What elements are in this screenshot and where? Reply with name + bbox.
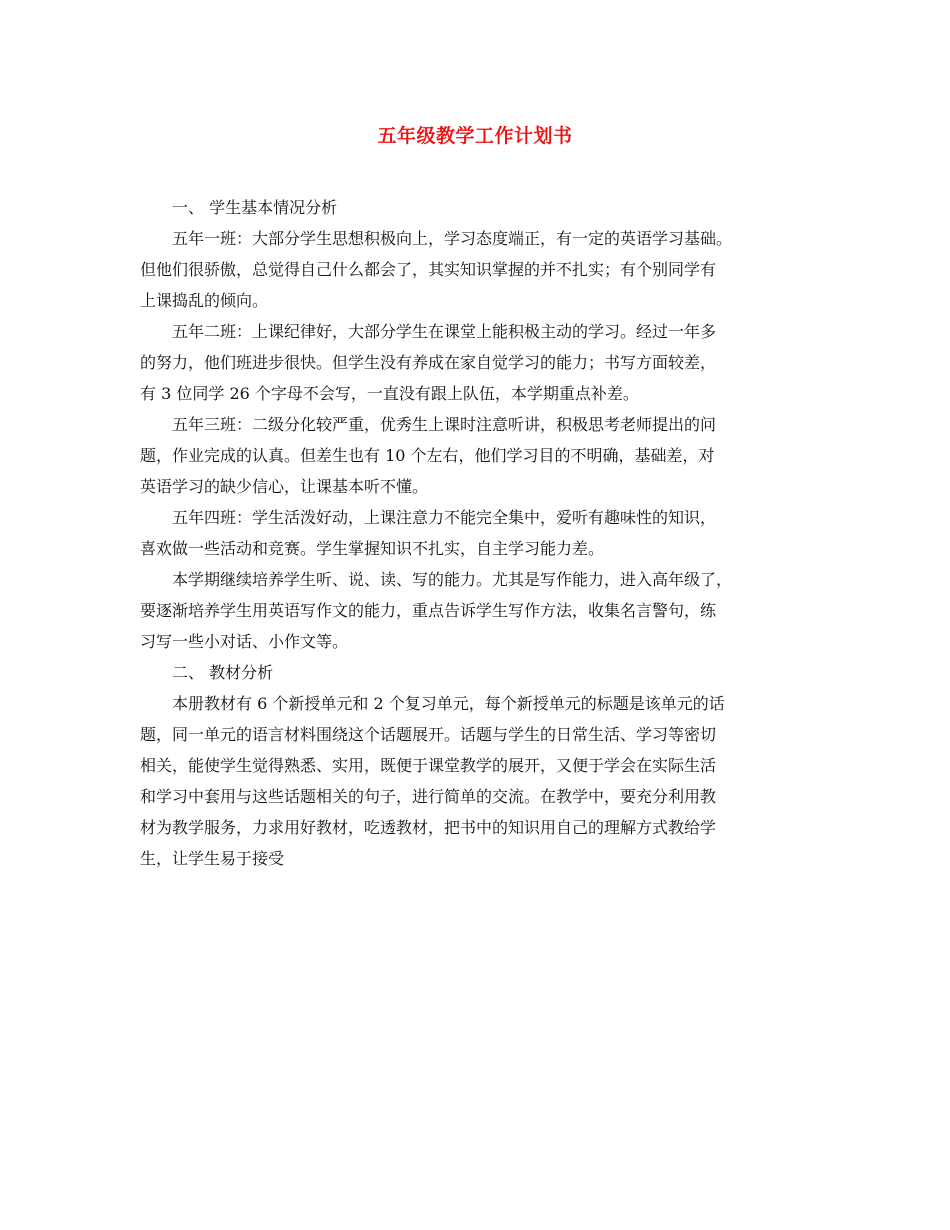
text-line: 喜欢做一些活动和竞赛。学生掌握知识不扎实，自主学习能力差。	[140, 539, 605, 558]
text-line: 二、 教材分析	[172, 663, 274, 682]
text-line: 但他们很骄傲，总觉得自己什么都会了，其实知识掌握的并不扎实；有个别同学有	[140, 260, 717, 279]
text-line: 相关，能使学生觉得熟悉、实用，既便于课堂教学的展开，又便于学会在实际生活	[140, 756, 717, 775]
text-line: 五年一班：大部分学生思想积极向上，学习态度端正，有一定的英语学习基础。	[172, 229, 733, 248]
text-line: 本册教材有 6 个新授单元和 2 个复习单元，每个新授单元的标题是该单元的话	[172, 694, 725, 713]
text-line: 材为教学服务，力求用好教材，吃透教材，把书中的知识用自己的理解方式教给学	[140, 818, 717, 837]
text-line: 英语学习的缺少信心，让课基本听不懂。	[140, 477, 429, 496]
text-line: 有 3 位同学 26 个字母不会写，一直没有跟上队伍，本学期重点补差。	[140, 384, 639, 403]
text-line: 生，让学生易于接受	[140, 849, 285, 868]
text-line: 的努力，他们班进步很快。但学生没有养成在家自觉学习的能力；书写方面较差，	[140, 353, 717, 372]
text-line: 题，作业完成的认真。但差生也有 10 个左右，他们学习目的不明确，基础差，对	[140, 446, 715, 465]
text-line: 一、 学生基本情况分析	[172, 198, 338, 217]
text-line: 五年四班：学生活泼好动，上课注意力不能完全集中，爱听有趣味性的知识，	[172, 508, 717, 527]
text-line: 五年三班：二级分化较严重，优秀生上课时注意听讲，积极思考老师提出的问	[172, 415, 717, 434]
text-line: 和学习中套用与这些话题相关的句子，进行简单的交流。在教学中，要充分利用教	[140, 787, 717, 806]
text-line: 五年二班：上课纪律好，大部分学生在课堂上能积极主动的学习。经过一年多	[172, 322, 717, 341]
text-line: 题，同一单元的语言材料围绕这个话题展开。话题与学生的日常生活、学习等密切	[140, 725, 717, 744]
text-line: 要逐渐培养学生用英语写作文的能力，重点告诉学生写作方法，收集名言警句，练	[140, 601, 717, 620]
text-line: 本学期继续培养学生听、说、读、写的能力。尤其是写作能力，进入高年级了，	[172, 570, 733, 589]
text-line: 上课捣乱的倾向。	[140, 291, 269, 310]
document-body	[140, 192, 840, 874]
text-line: 习写一些小对话、小作文等。	[140, 632, 349, 651]
document-title: 五年级教学工作计划书	[377, 125, 573, 147]
